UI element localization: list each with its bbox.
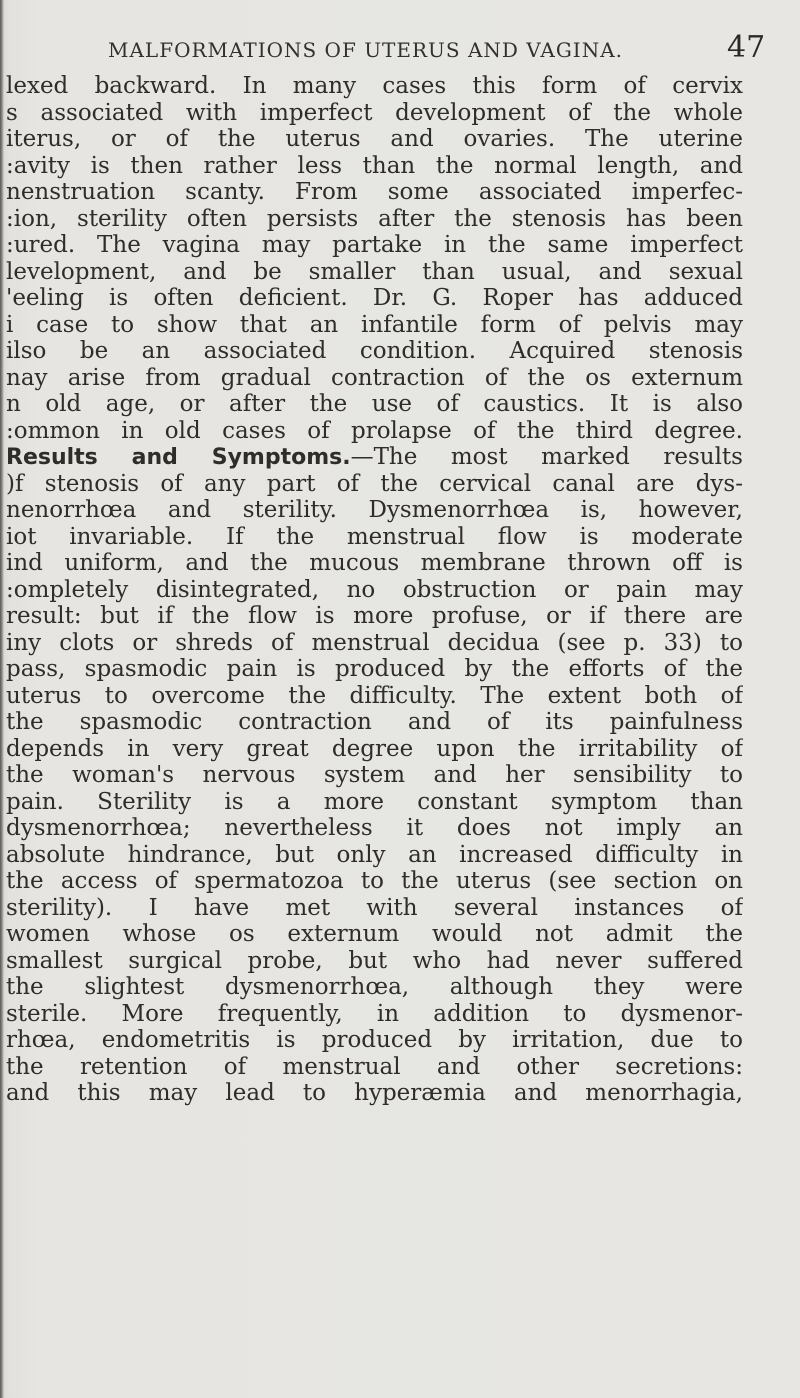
line-text: iot invariable. If the menstrual flow is moderate (6, 523, 743, 550)
line-text: smallest surgical probe, but who had never suffered (6, 947, 743, 974)
text-line (0, 1054, 743, 1081)
line-text: the slightest dysmenorrhœa, although they were (6, 974, 743, 1000)
text-line (0, 921, 743, 948)
line-text: nenorrhœa and sterility. Dysmenorrhœa is, however, (6, 497, 743, 523)
text-line (0, 895, 743, 922)
text-line (0, 709, 743, 736)
text-line (0, 285, 743, 312)
text-line (0, 179, 743, 206)
text-line (0, 1027, 743, 1054)
line-text: sterile. More frequently, in addition to dysmenor- (6, 1000, 743, 1027)
text-line (0, 736, 743, 763)
text-line (0, 206, 743, 233)
body-text (0, 73, 800, 1107)
line-text: and this may lead to hyperæmia and menorrhagia, (6, 1080, 743, 1106)
line-text: :avity is then rather less than the normal length, and (6, 152, 743, 179)
text-line (0, 259, 743, 286)
text-line (0, 524, 743, 551)
text-line (0, 153, 743, 180)
text-line (0, 100, 743, 127)
text-line (0, 444, 743, 471)
line-text: n old age, or after the use of caustics. It is also (6, 391, 743, 417)
line-text: the woman's nervous system and her sensibility to (6, 762, 743, 788)
line-text: ind uniform, and the mucous membrane thrown off is (6, 550, 743, 576)
text-line (0, 232, 743, 259)
page-header (0, 30, 800, 64)
text-line (0, 471, 743, 498)
text-line (0, 815, 743, 842)
text-line (0, 842, 743, 869)
line-text: the spasmodic contraction and of its painfulness (6, 709, 743, 735)
line-text: pain. Sterility is a more constant symptom than (6, 788, 743, 815)
line-text: i case to show that an infantile form of pelvis may (6, 311, 743, 338)
text-line (0, 391, 743, 418)
text-line (0, 630, 743, 657)
line-text: nay arise from gradual contraction of the os externum (6, 364, 743, 391)
line-text: s associated with imperfect development of the whole (6, 99, 743, 126)
line-text: women whose os externum would not admit the (6, 921, 743, 947)
page-number: 47 (727, 30, 766, 65)
text-line (0, 683, 743, 710)
line-text: sterility). I have met with several instances of (6, 894, 743, 921)
line-text: 'eeling is often deficient. Dr. G. Roper has adduced (6, 285, 743, 311)
line-text: the access of spermatozoa to the uterus (see section on (6, 868, 743, 894)
running-head: MALFORMATIONS OF UTERUS AND VAGINA. (108, 38, 623, 62)
section-heading: Results and Symptoms. (6, 445, 351, 470)
line-text: rhœa, endometritis is produced by irritation, due to (6, 1027, 743, 1053)
line-text: )f stenosis of any part of the cervical canal are dys- (6, 470, 743, 497)
line-text: :ompletely disintegrated, no obstruction or pain may (6, 576, 743, 603)
text-line (0, 418, 743, 445)
line-text: the retention of menstrual and other secretions: (6, 1053, 743, 1080)
text-line (0, 126, 743, 153)
line-text: :ommon in old cases of prolapse of the third degree. (6, 417, 743, 444)
text-line (0, 497, 743, 524)
text-line (0, 1001, 743, 1028)
text-line (0, 365, 743, 392)
text-line (0, 948, 743, 975)
line-text: result: but if the flow is more profuse, or if there are (6, 603, 743, 629)
text-line (0, 762, 743, 789)
line-text: —The most marked results (350, 444, 743, 470)
text-line (0, 550, 743, 577)
line-text: iny clots or shreds of menstrual decidua (see p. 33) to (6, 629, 743, 656)
line-text: ilso be an associated condition. Acquired stenosis (6, 338, 743, 364)
line-text: iterus, or of the uterus and ovaries. The uterine (6, 126, 743, 152)
line-text: lexed backward. In many cases this form of cervix (6, 73, 743, 99)
line-text: depends in very great degree upon the irritability of (6, 735, 743, 762)
line-text: pass, spasmodic pain is produced by the efforts of the (6, 656, 743, 682)
line-text: nenstruation scanty. From some associated imperfec- (6, 179, 743, 205)
text-line (0, 974, 743, 1001)
text-line (0, 73, 743, 100)
line-text: absolute hindrance, but only an increased difficulty in (6, 841, 743, 868)
line-text: :ured. The vagina may partake in the same imperfect (6, 232, 743, 258)
line-text: :ion, sterility often persists after the stenosis has been (6, 205, 743, 232)
text-line (0, 868, 743, 895)
line-text: dysmenorrhœa; nevertheless it does not imply an (6, 815, 743, 841)
line-text: uterus to overcome the difficulty. The extent both of (6, 682, 743, 709)
line-text: levelopment, and be smaller than usual, and sexual (6, 258, 743, 285)
text-line (0, 603, 743, 630)
text-line (0, 338, 743, 365)
text-line (0, 1080, 743, 1107)
text-line (0, 789, 743, 816)
text-line (0, 656, 743, 683)
text-line (0, 312, 743, 339)
text-line (0, 577, 743, 604)
